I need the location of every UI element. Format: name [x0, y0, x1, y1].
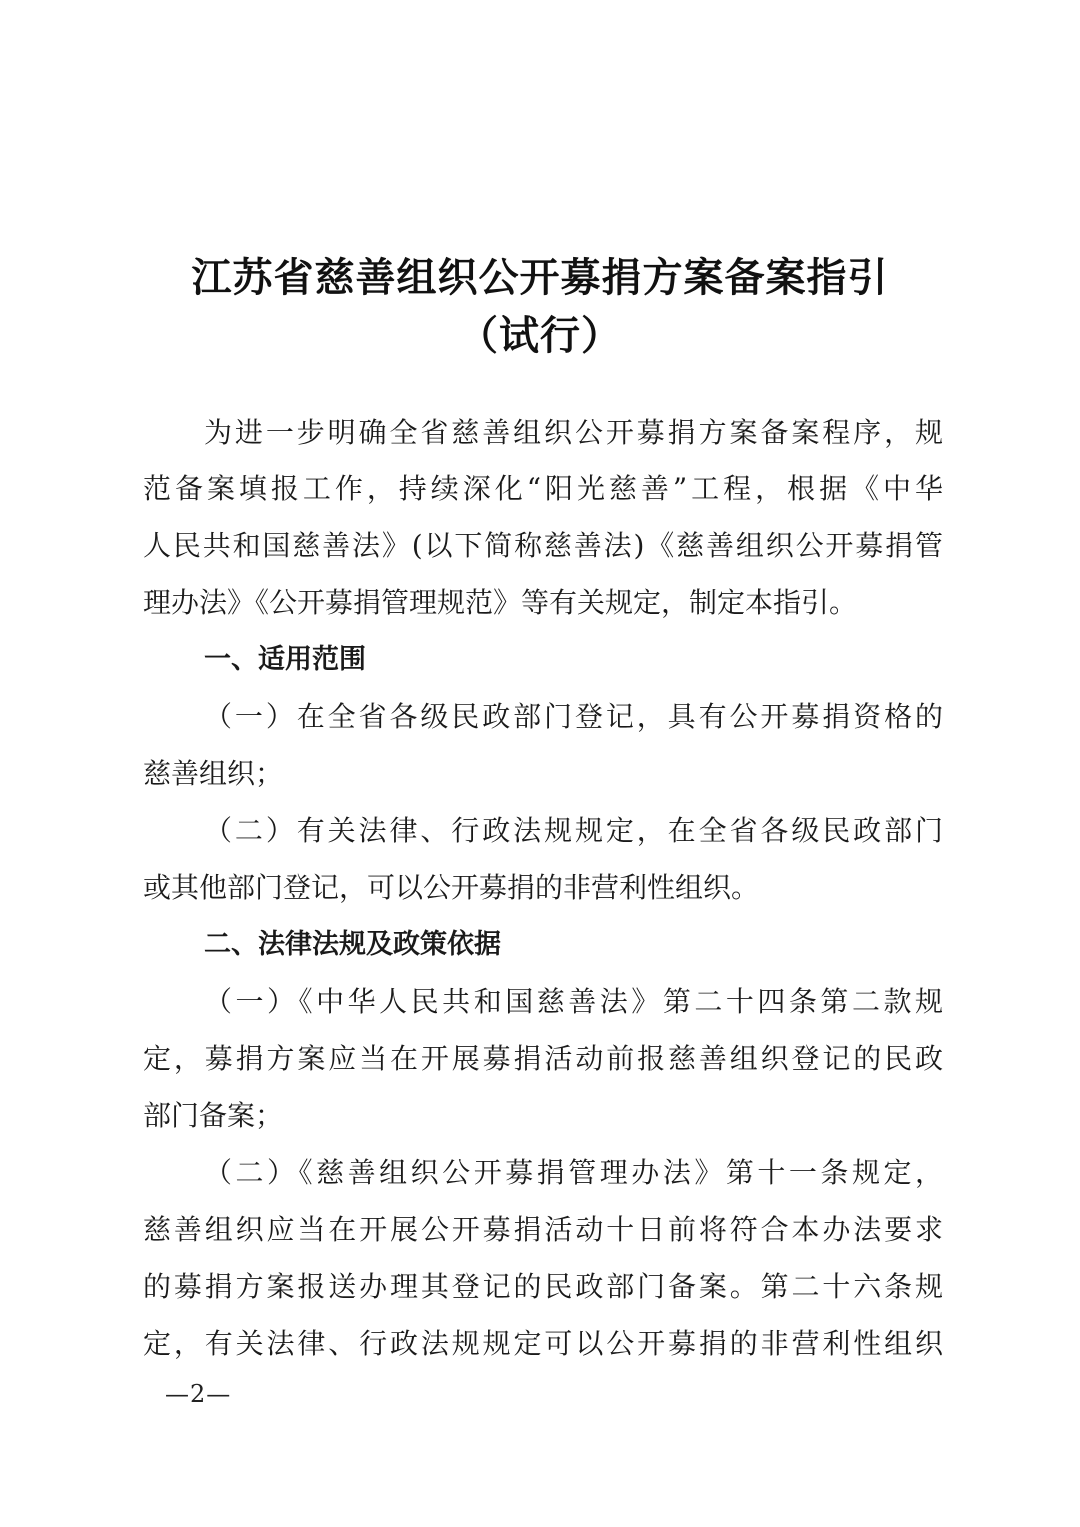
paragraph-line: 为进一步明确全省慈善组织公开募捐方案备案程序，规 [204, 416, 943, 449]
paragraph-line: 理办法》《公开募捐管理规范》等有关规定，制定本指引。 [143, 586, 858, 619]
paragraph-line: 定，有关法律、行政法规规定可以公开募捐的非营利性组织 [143, 1327, 943, 1360]
paragraph-line: 定，募捐方案应当在开展募捐活动前报慈善组织登记的民政 [143, 1042, 943, 1075]
paragraph-line: 范备案填报工作，持续深化“阳光慈善”工程，根据《中华 [143, 472, 943, 505]
paragraph-line: （二）《慈善组织公开募捐管理办法》第十一条规定， [204, 1156, 943, 1189]
document-title: 江苏省慈善组织公开募捐方案备案指引 [191, 255, 889, 301]
paragraph-line: （一）《中华人民共和国慈善法》第二十四条第二款规 [204, 985, 943, 1018]
section-heading: 一、适用范围 [204, 644, 366, 675]
paragraph-line: 部门备案； [143, 1099, 284, 1132]
paragraph-line: （一）在全省各级民政部门登记，具有公开募捐资格的 [204, 700, 943, 733]
paragraph-line: 慈善组织应当在开展公开募捐活动十日前将符合本办法要求 [143, 1213, 943, 1246]
page-number: —2— [165, 1380, 232, 1408]
paragraph-line: 或其他部门登记，可以公开募捐的非营利性组织。 [143, 871, 760, 904]
section-heading: 二、法律法规及政策依据 [204, 929, 501, 960]
paragraph-line: 的募捐方案报送办理其登记的民政部门备案。第二十六条规 [143, 1270, 943, 1303]
paragraph-line: 人民共和国慈善法》(以下简称慈善法)《慈善组织公开募捐管 [143, 529, 943, 562]
paragraph-line: 慈善组织； [143, 757, 284, 790]
document-subtitle: （试行） [458, 313, 622, 359]
paragraph-line: （二）有关法律、行政法规规定，在全省各级民政部门 [204, 814, 943, 847]
